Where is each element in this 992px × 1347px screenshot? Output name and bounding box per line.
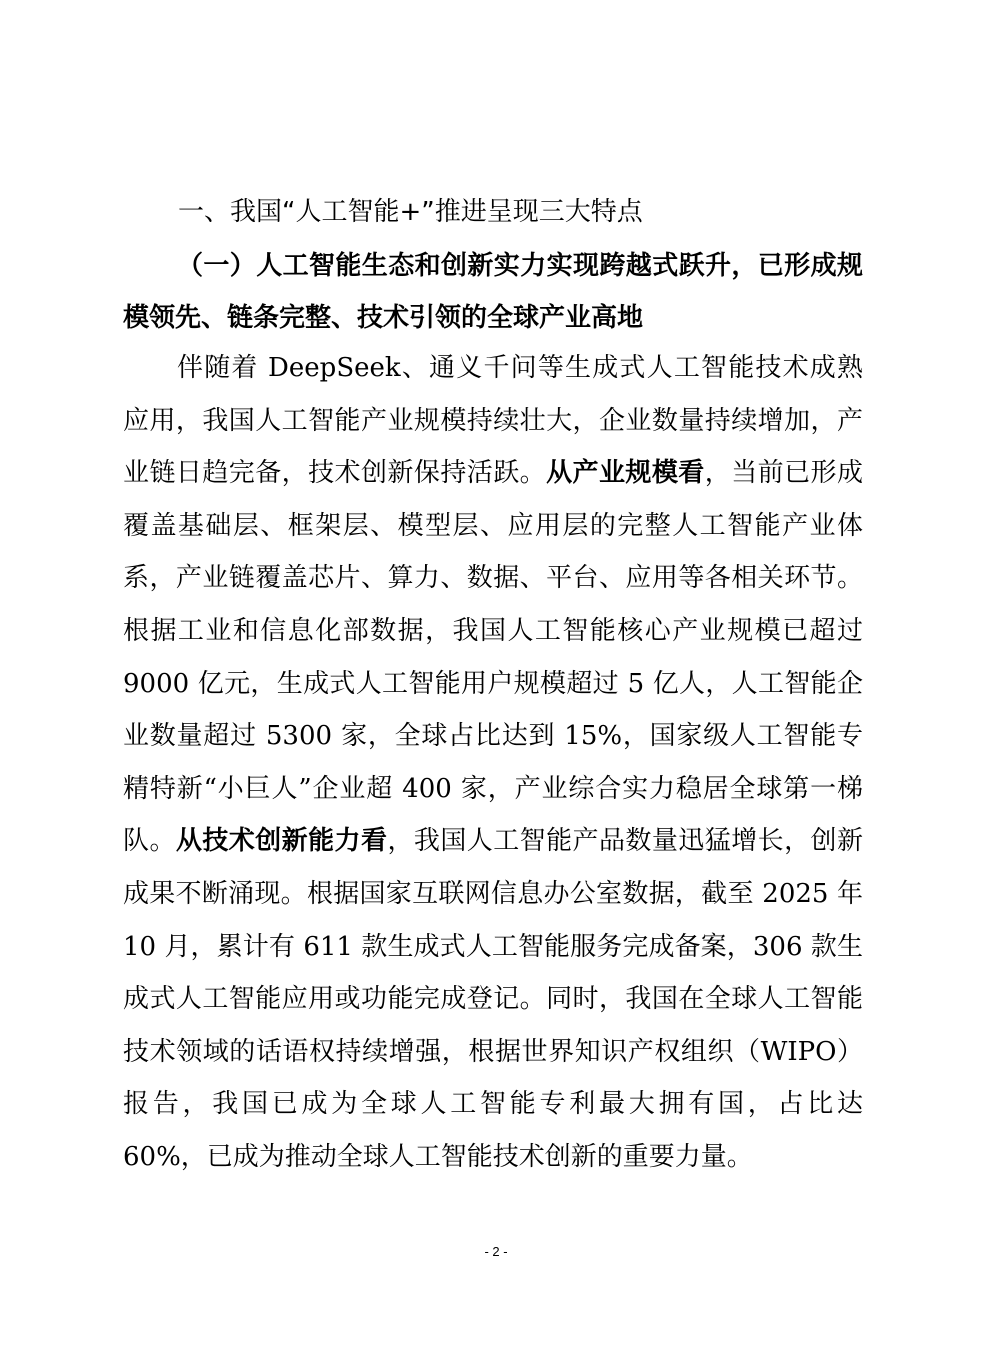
body-paragraph [123, 342, 863, 1184]
paragraph-text: 伴随着 DeepSeek、通义千问等生成式人工智能技术成熟应用，我国人工智能产业规模持续壮大，企业数量持续增加，产业链日趋完备，技术创新保持活跃。 [123, 353, 863, 489]
emphasis-industry-scale: 从产业规模看 [546, 458, 705, 489]
paragraph-text: ，当前已形成覆盖基础层、框架层、模型层、应用层的完整人工智能产业体系，产业链覆盖芯片、算力、数据、平台、应用等各相关环节。根据工业和信息化部数据，我国人工智能核心产业规模已超过 9000 亿元，生成式人工智能用户规模超过 5 亿人，人工智能企业数量超过 5300 家，全球占比达到 15%，国家级人工智能专精特新“小巨人”企业超 400 家，产业综合实力稳居全球第一梯队。 [123, 458, 863, 857]
emphasis-tech-innovation: 从技术创新能力看 [175, 826, 388, 857]
section-heading: 一、我国“人工智能+”推进呈现三大特点 [178, 197, 643, 227]
paragraph-text: ，我国人工智能产品数量迅猛增长，创新成果不断涌现。根据国家互联网信息办公室数据，截至 2025 年 10 月，累计有 611 款生成式人工智能服务完成备案，306 款生成式人工智能应用或功能完成登记。同时，我国在全球人工智能技术领域的话语权持续增强，根据世界知识产权组织（WIPO）报告，我国已成为全球人工智能专利最大拥有国，占比达 60%，已成为推动全球人工智能技术创新的重要力量。 [123, 826, 863, 1172]
page-number: - 2 - [484, 1244, 508, 1259]
subsection-heading: （一）人工智能生态和创新实力实现跨越式跃升，已形成规模领先、链条完整、技术引领的全球产业高地 [123, 251, 863, 333]
